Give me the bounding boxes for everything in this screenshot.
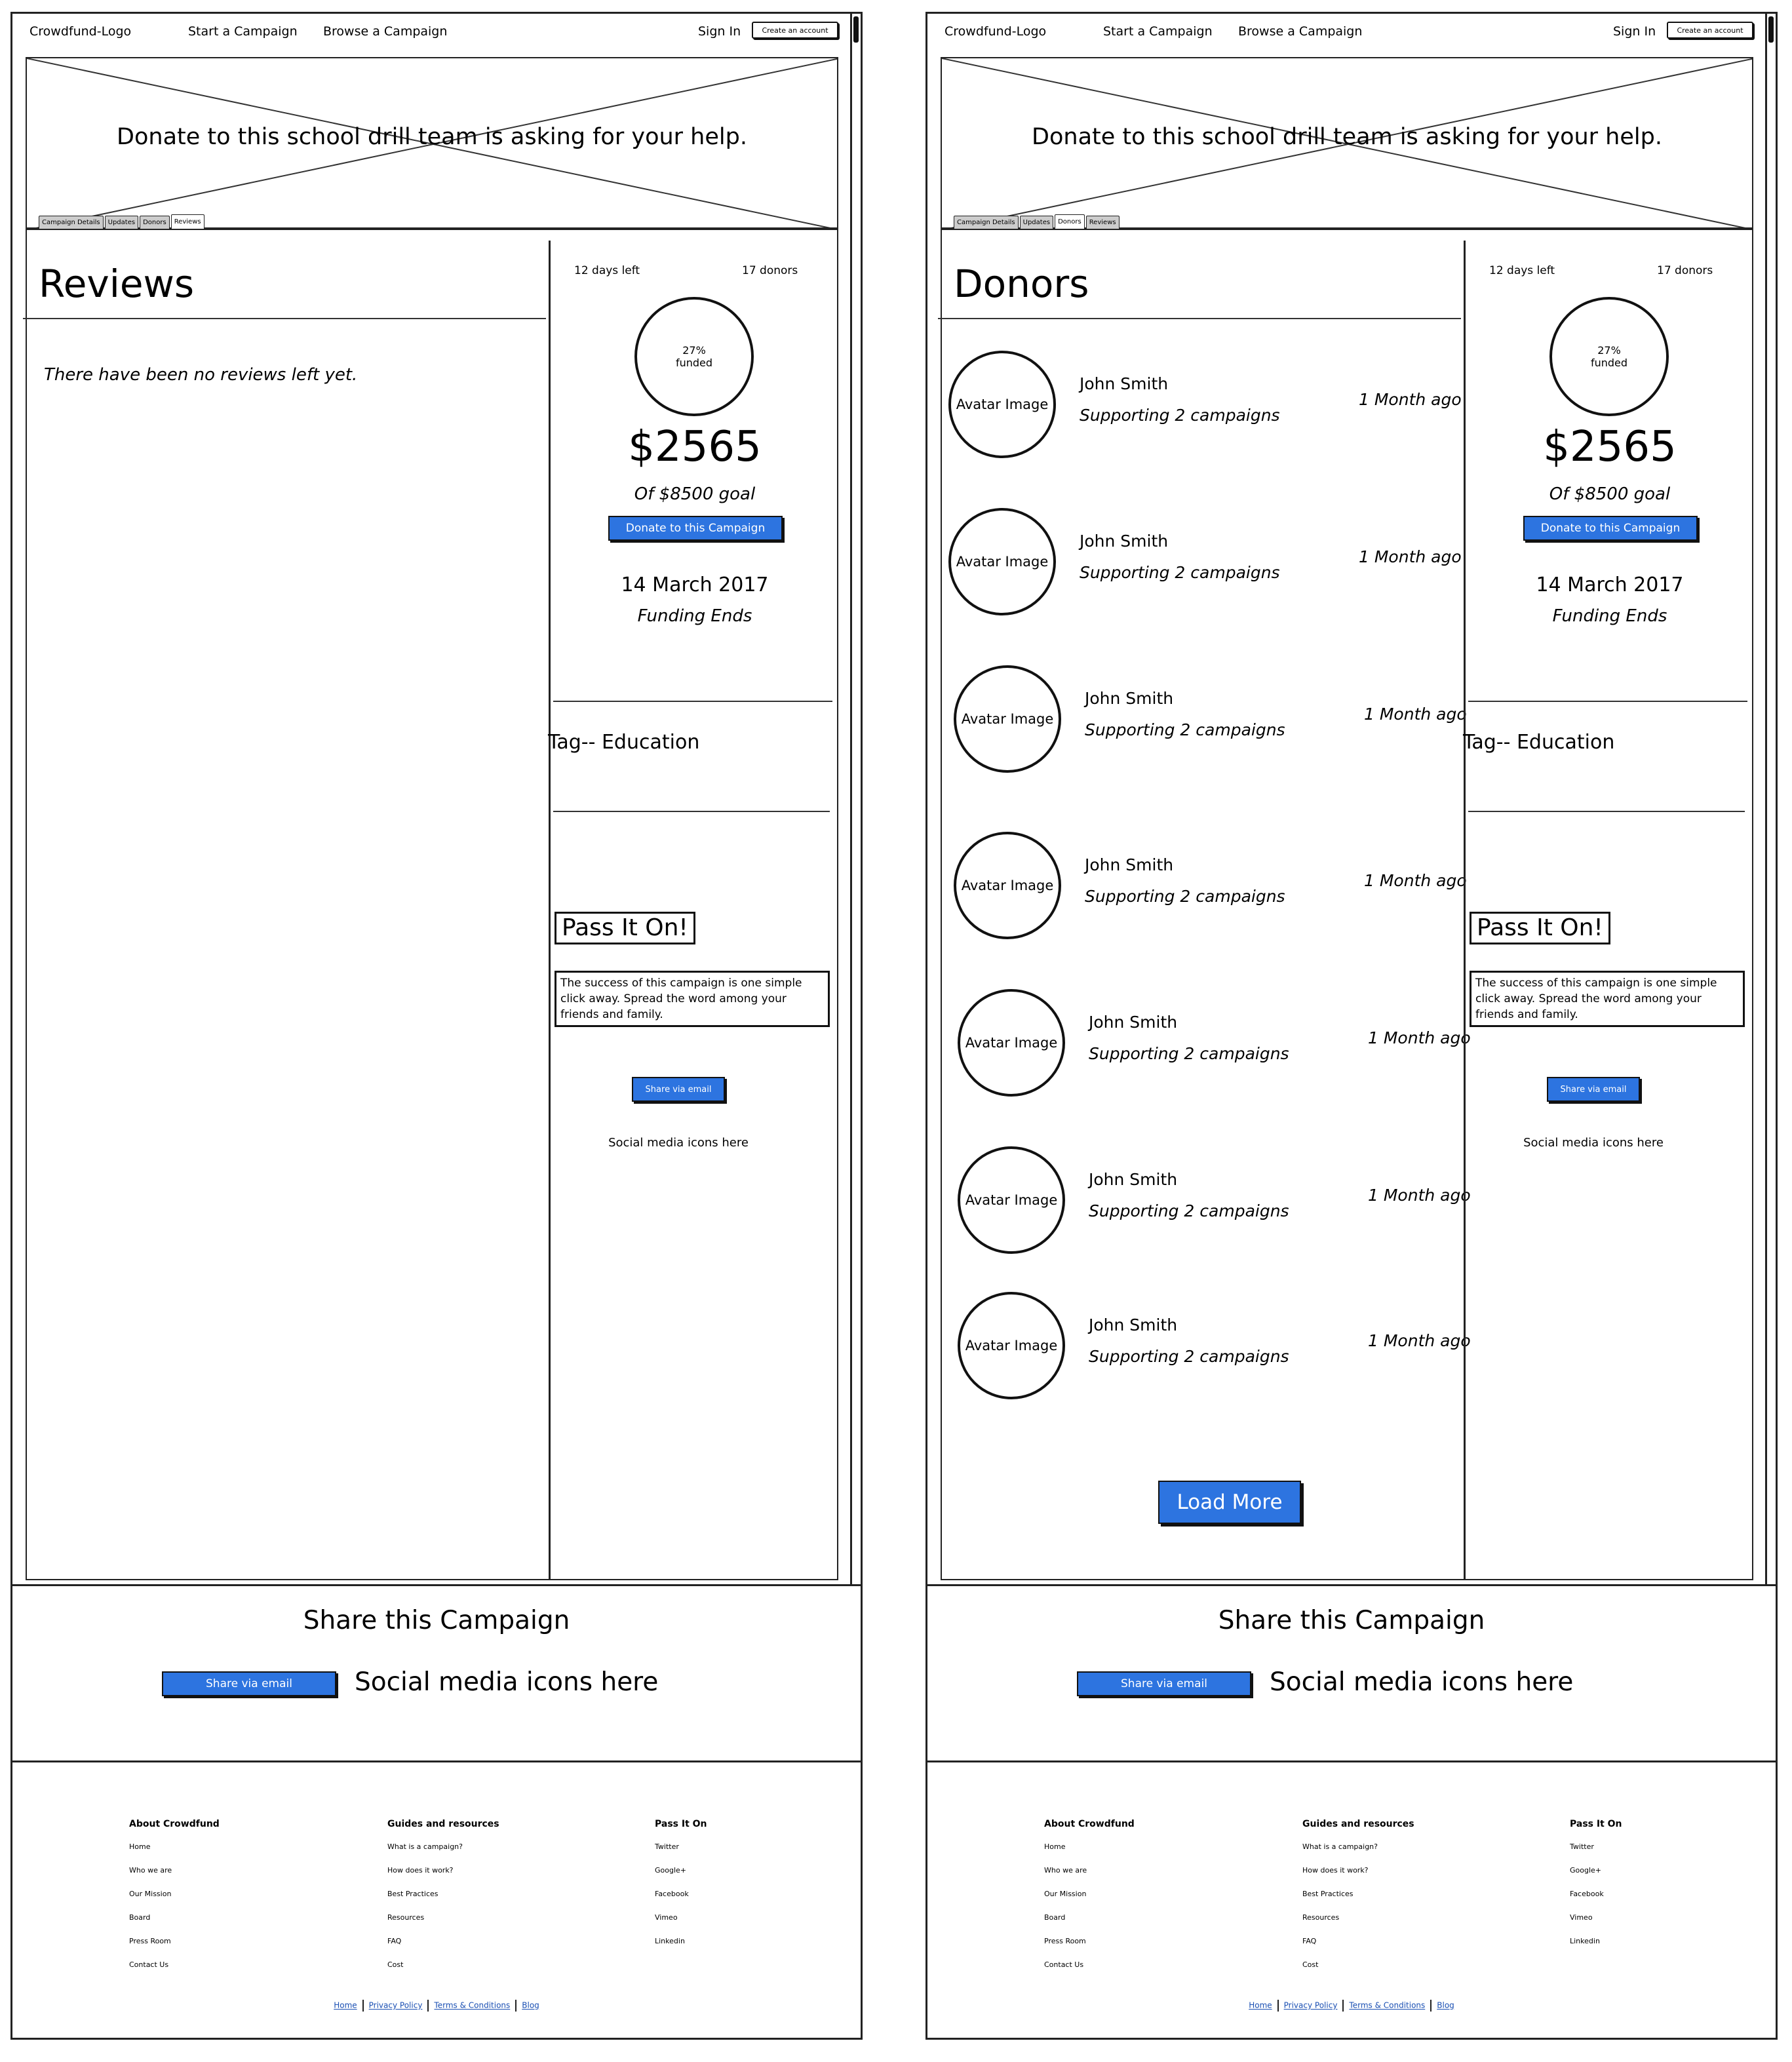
donor-support: Supporting 2 campaigns <box>1089 1347 1289 1366</box>
footer-heading: Guides and resources <box>387 1819 499 1829</box>
goal-text: Of $8500 goal <box>634 484 756 504</box>
divider <box>1468 811 1745 812</box>
footer-link[interactable]: What is a campaign? <box>387 1842 463 1851</box>
content-panel <box>26 229 838 1580</box>
campaign-tag[interactable]: Tag-- Education <box>1463 731 1615 754</box>
footer-terms-link[interactable]: Terms & Conditions <box>1349 2000 1426 2010</box>
avatar[interactable]: Avatar Image <box>948 351 1056 458</box>
donor-count: 17 donors <box>742 264 798 277</box>
avatar[interactable]: Avatar Image <box>958 1292 1065 1399</box>
footer-home-link[interactable]: Home <box>1249 2000 1272 2010</box>
hero-image-placeholder <box>26 57 838 229</box>
separator <box>1430 2000 1432 2012</box>
footer-link[interactable]: Cost <box>1302 1960 1319 1969</box>
footer-link[interactable]: Vimeo <box>655 1913 678 1922</box>
nav-browse-campaign[interactable]: Browse a Campaign <box>1238 24 1363 39</box>
donate-button[interactable]: Donate to this Campaign <box>1523 516 1698 541</box>
footer-column-about <box>129 1819 220 1984</box>
donor-name[interactable]: John Smith <box>1080 374 1169 393</box>
footer-link[interactable]: How does it work? <box>387 1866 454 1875</box>
footer-link[interactable]: Who we are <box>1044 1866 1087 1875</box>
footer-link[interactable]: Contact Us <box>1044 1960 1084 1969</box>
share-email-button[interactable]: Share via email <box>1077 1671 1251 1696</box>
tab-reviews[interactable]: Reviews <box>1086 216 1120 229</box>
avatar[interactable]: Avatar Image <box>954 665 1061 773</box>
footer-home-link[interactable]: Home <box>334 2000 357 2010</box>
content-panel <box>941 229 1753 1580</box>
campaign-tag[interactable]: Tag-- Education <box>548 731 700 754</box>
tab-campaign-details[interactable]: Campaign Details <box>39 216 104 229</box>
footer-link[interactable]: Our Mission <box>129 1890 172 1898</box>
donor-row <box>948 351 1473 462</box>
empty-reviews-message: There have been no reviews left yet. <box>44 365 358 385</box>
footer-link[interactable]: Resources <box>1302 1913 1340 1922</box>
footer-link[interactable]: Vimeo <box>1570 1913 1593 1922</box>
social-icons-placeholder: Social media icons here <box>1270 1667 1574 1697</box>
top-nav <box>12 14 851 60</box>
funded-progress-circle <box>634 297 754 416</box>
days-left: 12 days left <box>574 264 640 277</box>
campaign-sidebar <box>1464 241 1752 1580</box>
share-section <box>12 1584 861 1762</box>
footer-link[interactable]: Press Room <box>1044 1937 1086 1945</box>
donors-page <box>925 12 1778 2040</box>
footer-blog-link[interactable]: Blog <box>1437 2000 1454 2010</box>
footer-link[interactable]: Facebook <box>655 1890 689 1898</box>
footer-link[interactable]: Linkedin <box>1570 1937 1600 1945</box>
donor-row <box>954 832 1478 943</box>
avatar[interactable]: Avatar Image <box>958 989 1065 1097</box>
share-section <box>927 1584 1776 1762</box>
footer-heading: Guides and resources <box>1302 1819 1414 1829</box>
footer-link[interactable]: Home <box>129 1842 151 1851</box>
hero-title: Donate to this school drill team is asking for your help. <box>1032 124 1662 150</box>
donor-support: Supporting 2 campaigns <box>1080 406 1280 425</box>
donor-name[interactable]: John Smith <box>1089 1170 1178 1189</box>
vertical-scrollbar[interactable] <box>1765 14 1776 1584</box>
footer-privacy-link[interactable]: Privacy Policy <box>1283 2000 1338 2010</box>
footer-column-pass-it-on <box>1570 1819 1622 1960</box>
end-date: 14 March 2017 <box>1536 574 1684 596</box>
footer-link[interactable]: How does it work? <box>1302 1866 1369 1875</box>
logo[interactable]: Crowdfund-Logo <box>29 24 132 39</box>
funded-label: funded <box>1590 357 1628 369</box>
share-title: Share this Campaign <box>1218 1606 1485 1635</box>
footer-link[interactable]: FAQ <box>1302 1937 1317 1945</box>
nav-browse-campaign[interactable]: Browse a Campaign <box>323 24 448 39</box>
footer-column-guides <box>387 1819 499 1984</box>
end-label: Funding Ends <box>637 606 752 626</box>
footer-link[interactable]: Best Practices <box>1302 1890 1354 1898</box>
tab-donors[interactable]: Donors <box>1055 214 1085 229</box>
separator <box>1342 2000 1344 2012</box>
divider <box>23 318 546 319</box>
tab-bar <box>954 214 1121 229</box>
footer-link[interactable]: Best Practices <box>387 1890 438 1898</box>
donor-name[interactable]: John Smith <box>1085 689 1174 708</box>
divider <box>938 318 1461 319</box>
footer-heading: About Crowdfund <box>129 1819 220 1829</box>
goal-text: Of $8500 goal <box>1549 484 1671 504</box>
footer-link[interactable]: Google+ <box>1570 1866 1602 1875</box>
vertical-scrollbar[interactable] <box>850 14 861 1584</box>
footer-link[interactable]: What is a campaign? <box>1302 1842 1378 1851</box>
amount-raised: $2565 <box>1543 423 1677 471</box>
donor-time: 1 Month ago <box>1364 705 1467 724</box>
footer-blog-link[interactable]: Blog <box>522 2000 539 2010</box>
pass-it-on-text: The success of this campaign is one simple click away. Spread the word among your friends and family. <box>1470 971 1745 1027</box>
donor-time: 1 Month ago <box>1368 1186 1471 1205</box>
divider <box>553 701 832 702</box>
footer-link[interactable]: Contact Us <box>129 1960 169 1969</box>
share-email-button[interactable]: Share via email <box>632 1077 725 1102</box>
footer-column-guides <box>1302 1819 1414 1984</box>
footer-link[interactable]: Board <box>1044 1913 1066 1922</box>
footer <box>927 1762 1776 2038</box>
donor-name[interactable]: John Smith <box>1089 1315 1178 1334</box>
footer-link[interactable]: Google+ <box>655 1866 687 1875</box>
donor-time: 1 Month ago <box>1364 871 1467 890</box>
footer <box>12 1762 861 2038</box>
days-left: 12 days left <box>1489 264 1555 277</box>
section-heading: Donors <box>954 262 1089 306</box>
footer-link[interactable]: Press Room <box>129 1937 171 1945</box>
share-email-button[interactable]: Share via email <box>162 1671 336 1696</box>
create-account-button[interactable]: Create an account <box>752 22 838 39</box>
footer-link[interactable]: Our Mission <box>1044 1890 1087 1898</box>
footer-heading: About Crowdfund <box>1044 1819 1135 1829</box>
footer-link[interactable]: FAQ <box>387 1937 402 1945</box>
funded-percent: 27% <box>1597 344 1621 357</box>
avatar[interactable]: Avatar Image <box>958 1146 1065 1254</box>
footer-link[interactable]: Linkedin <box>655 1937 685 1945</box>
footer-privacy-link[interactable]: Privacy Policy <box>368 2000 423 2010</box>
footer-link[interactable]: Board <box>129 1913 151 1922</box>
social-icons-placeholder: Social media icons here <box>355 1667 659 1697</box>
end-date: 14 March 2017 <box>621 574 769 596</box>
footer-link[interactable]: Twitter <box>1570 1842 1594 1851</box>
funded-progress-circle <box>1549 297 1669 416</box>
hero-image-placeholder <box>941 57 1753 229</box>
donor-row <box>954 665 1478 777</box>
social-icons-placeholder: Social media icons here <box>608 1136 749 1150</box>
donor-time: 1 Month ago <box>1368 1028 1471 1047</box>
nav-start-campaign[interactable]: Start a Campaign <box>188 24 298 39</box>
tab-bar <box>39 214 206 229</box>
footer-link[interactable]: Twitter <box>655 1842 679 1851</box>
pass-it-on-title: Pass It On! <box>555 912 695 944</box>
footer-terms-link[interactable]: Terms & Conditions <box>434 2000 511 2010</box>
donor-row <box>948 508 1473 619</box>
footer-bottom-links <box>12 2000 861 2012</box>
donor-row <box>958 989 1482 1100</box>
nav-start-campaign[interactable]: Start a Campaign <box>1103 24 1213 39</box>
tab-updates[interactable]: Updates <box>1020 216 1053 229</box>
funded-percent: 27% <box>682 344 706 357</box>
sign-in-link[interactable]: Sign In <box>698 24 741 39</box>
donor-time: 1 Month ago <box>1368 1331 1471 1350</box>
donor-support: Supporting 2 campaigns <box>1085 887 1285 906</box>
separator <box>362 2000 364 2012</box>
footer-bottom-links <box>927 2000 1776 2012</box>
donor-count: 17 donors <box>1657 264 1713 277</box>
scroll-thumb[interactable] <box>1768 16 1774 43</box>
separator <box>1277 2000 1279 2012</box>
donor-row <box>958 1292 1482 1403</box>
footer-heading: Pass It On <box>655 1819 707 1829</box>
load-more-button[interactable]: Load More <box>1158 1481 1301 1524</box>
donate-button[interactable]: Donate to this Campaign <box>608 516 783 541</box>
tab-updates[interactable]: Updates <box>105 216 138 229</box>
footer-link[interactable]: Facebook <box>1570 1890 1604 1898</box>
donor-name[interactable]: John Smith <box>1085 855 1174 874</box>
footer-column-pass-it-on <box>655 1819 707 1960</box>
footer-link[interactable]: Resources <box>387 1913 425 1922</box>
avatar[interactable]: Avatar Image <box>948 508 1056 615</box>
donor-time: 1 Month ago <box>1359 547 1462 566</box>
footer-link[interactable]: Home <box>1044 1842 1066 1851</box>
amount-raised: $2565 <box>628 423 762 471</box>
hero-title: Donate to this school drill team is asking for your help. <box>117 124 747 150</box>
separator <box>427 2000 429 2012</box>
pass-it-on-title: Pass It On! <box>1470 912 1610 944</box>
end-label: Funding Ends <box>1552 606 1667 626</box>
footer-heading: Pass It On <box>1570 1819 1622 1829</box>
donor-support: Supporting 2 campaigns <box>1080 563 1280 582</box>
tab-campaign-details[interactable]: Campaign Details <box>954 216 1019 229</box>
scroll-thumb[interactable] <box>853 16 859 43</box>
avatar[interactable]: Avatar Image <box>954 832 1061 939</box>
donor-support: Supporting 2 campaigns <box>1085 720 1285 739</box>
tab-donors[interactable]: Donors <box>140 216 170 229</box>
funded-label: funded <box>675 357 713 369</box>
top-nav <box>927 14 1766 60</box>
footer-link[interactable]: Cost <box>387 1960 404 1969</box>
divider <box>553 811 830 812</box>
share-title: Share this Campaign <box>303 1606 570 1635</box>
donor-name[interactable]: John Smith <box>1089 1013 1178 1032</box>
sign-in-link[interactable]: Sign In <box>1613 24 1656 39</box>
donor-name[interactable]: John Smith <box>1080 532 1169 551</box>
campaign-sidebar <box>549 241 837 1580</box>
pass-it-on-text: The success of this campaign is one simple click away. Spread the word among your friends and family. <box>555 971 830 1027</box>
share-email-button[interactable]: Share via email <box>1547 1077 1640 1102</box>
tab-reviews[interactable]: Reviews <box>171 214 205 229</box>
separator <box>515 2000 516 2012</box>
donor-support: Supporting 2 campaigns <box>1089 1201 1289 1220</box>
reviews-page <box>10 12 863 2040</box>
donor-support: Supporting 2 campaigns <box>1089 1044 1289 1063</box>
donor-time: 1 Month ago <box>1359 390 1462 409</box>
divider <box>1468 701 1747 702</box>
section-heading: Reviews <box>39 262 195 306</box>
logo[interactable]: Crowdfund-Logo <box>945 24 1047 39</box>
create-account-button[interactable]: Create an account <box>1667 22 1753 39</box>
footer-column-about <box>1044 1819 1135 1984</box>
footer-link[interactable]: Who we are <box>129 1866 172 1875</box>
social-icons-placeholder: Social media icons here <box>1523 1136 1664 1150</box>
donor-row <box>958 1146 1482 1258</box>
